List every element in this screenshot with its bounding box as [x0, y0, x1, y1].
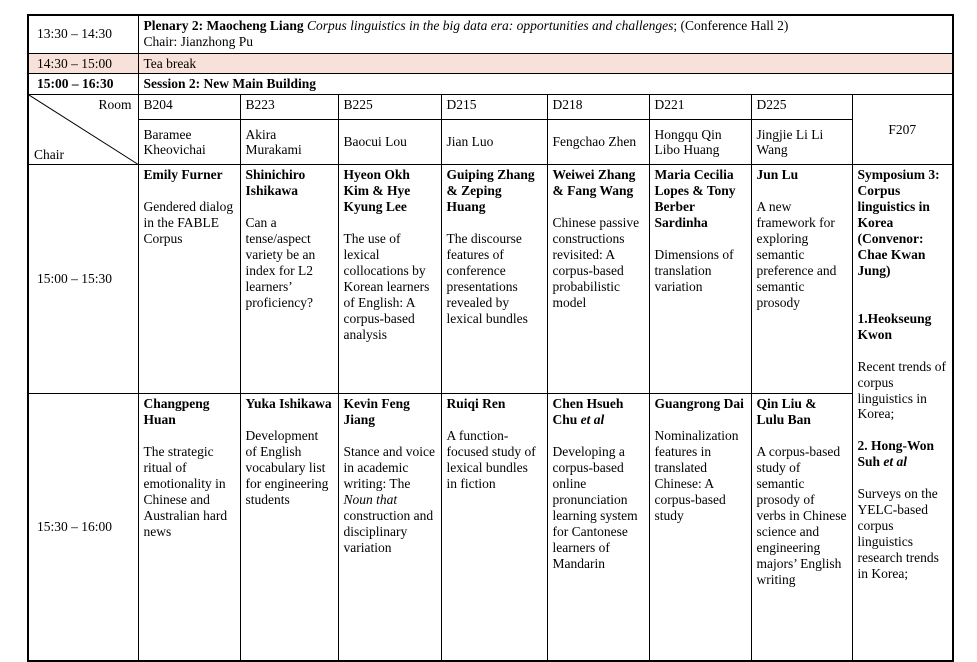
talk-speaker — [246, 396, 333, 412]
speaker-text: Shinichiro Ishikawa — [245, 167, 306, 199]
speaker-text: Jun Lu — [756, 167, 799, 183]
talk-cell-slot2-b223 — [240, 394, 338, 661]
room-b223: B223 — [240, 95, 338, 120]
talk-title — [553, 215, 644, 311]
speaker-text: Yuka Ishikawa — [245, 396, 332, 412]
talk-title — [144, 199, 235, 247]
slot1-row — [28, 165, 953, 394]
chair-header-label: Chair — [34, 146, 64, 162]
paragraph-gap — [858, 470, 948, 486]
title-text: Development of English vocabulary list for engineering students — [245, 428, 329, 508]
title-text: Developing a corpus-based online pronunciation learning system for Cantonese learners of Mandarin — [552, 444, 638, 571]
speaker-text: Kevin Feng Jiang — [343, 396, 410, 428]
paragraph-gap — [858, 279, 948, 311]
title-text: A corpus-based study of semantic prosody of verbs in Chinese science and engineering majors’ English writing — [756, 444, 847, 587]
session-time-cell: 15:00 – 16:30 — [28, 74, 138, 95]
chair-d215: Jian Luo — [441, 120, 547, 165]
talk-cell-slot1-d218 — [547, 165, 649, 394]
title-text: Dimensions of translation variation — [654, 247, 734, 294]
talk-title — [144, 444, 235, 540]
talk-title — [246, 428, 333, 508]
chair-row — [28, 120, 953, 165]
paragraph-gap — [858, 343, 948, 359]
session-row — [28, 74, 953, 95]
paragraph-gap — [858, 422, 948, 438]
talk-cell-slot2-d218 — [547, 394, 649, 661]
talk-cell-slot1-d225 — [751, 165, 852, 394]
speaker-text: Guangrong Dai — [654, 396, 744, 412]
conference-schedule-table — [27, 14, 954, 662]
speaker-text: Guiping Zhang & Zeping Huang — [446, 167, 535, 215]
slot1-time-cell: 15:00 – 15:30 — [28, 165, 138, 394]
talk-title — [344, 444, 436, 555]
plenary-venue: ; (Conference Hall 2) — [673, 18, 789, 33]
room-header-label: Room — [98, 97, 132, 113]
slot2-row — [28, 394, 953, 661]
slot2-time-cell: 15:30 – 16:00 — [28, 394, 138, 661]
title-text: A function-focused study of lexical bundles in fiction — [446, 428, 536, 492]
talk-cell-slot1-b223 — [240, 165, 338, 394]
symposium-speaker-2 — [858, 438, 948, 470]
room-header-row — [28, 95, 953, 120]
speaker-etal: et al — [883, 454, 908, 470]
symposium-title-2: Surveys on the YELC-based corpus linguistics research trends in Korea; — [857, 486, 939, 581]
speaker-text: Chen Hsueh Chu — [552, 396, 624, 428]
room-d218: D218 — [547, 95, 649, 120]
plenary-row — [28, 15, 953, 53]
speaker-text: Hyeon Okh Kim & Hye Kyung Lee — [343, 167, 411, 215]
plenary-chair: Chair: Jianzhong Pu — [143, 33, 253, 49]
talk-cell-slot1-b204 — [138, 165, 240, 394]
chair-d225: Jingjie Li Li Wang — [751, 120, 852, 165]
title-italic: Noun that — [343, 492, 398, 508]
paragraph-gap — [144, 428, 235, 444]
talk-title — [757, 444, 847, 587]
talk-title — [344, 231, 436, 342]
plenary-time-cell: 13:30 – 14:30 — [28, 15, 138, 53]
chair-d221: Hongqu Qin Libo Huang — [649, 120, 751, 165]
title-text: Can a tense/aspect variety be an index for L2 learners’ proficiency? — [245, 215, 316, 310]
title-text: Chinese passive constructions revisited: A corpus-based probabilistic model — [552, 215, 640, 310]
room-d221: D221 — [649, 95, 751, 120]
talk-cell-slot2-d221 — [649, 394, 751, 661]
symposium-cell-f207 — [852, 165, 953, 661]
paragraph-gap — [757, 428, 847, 444]
title-text: Nominalization features in translated Chinese: A corpus-based study — [654, 428, 739, 523]
speaker-text: Maria Cecilia Lopes & Tony Berber Sardinha — [654, 167, 736, 231]
schedule-page — [27, 14, 954, 662]
room-f207: F207 — [852, 95, 953, 165]
paragraph-gap — [344, 215, 436, 231]
talk-title — [655, 428, 746, 524]
talk-title — [447, 231, 542, 327]
talk-speaker — [553, 167, 644, 199]
tea-break-time-cell: 14:30 – 15:00 — [28, 53, 138, 74]
title-text: The use of lexical collocations by Korean learners of English: A corpus-based analysis — [343, 231, 430, 342]
speaker-text: 2. Hong-Won Suh — [857, 438, 935, 470]
room-b225: B225 — [338, 95, 441, 120]
room-chair-diagonal-cell — [28, 95, 138, 165]
chair-d218: Fengchao Zhen — [547, 120, 649, 165]
talk-title — [246, 215, 333, 311]
paragraph-gap — [344, 428, 436, 444]
tea-break-cell: Tea break — [138, 53, 953, 74]
talk-speaker — [447, 167, 542, 215]
talk-cell-slot1-b225 — [338, 165, 441, 394]
talk-speaker — [757, 167, 847, 183]
talk-cell-slot1-d221 — [649, 165, 751, 394]
title-text: Gendered dialog in the FABLE Corpus — [143, 199, 234, 247]
talk-speaker — [344, 396, 436, 428]
room-b204: B204 — [138, 95, 240, 120]
talk-cell-slot2-d215 — [441, 394, 547, 661]
speaker-text: Weiwei Zhang & Fang Wang — [552, 167, 636, 199]
chair-b225: Baocui Lou — [338, 120, 441, 165]
talk-cell-slot2-d225 — [751, 394, 852, 661]
talk-speaker — [447, 396, 542, 412]
paragraph-gap — [447, 412, 542, 428]
title-text: Stance and voice in academic writing: The — [343, 444, 435, 492]
title-text: The strategic ritual of emotionality in Chinese and Australian hard news — [143, 444, 228, 539]
talk-speaker — [553, 396, 644, 428]
speaker-text: Changpeng Huan — [143, 396, 210, 428]
session-title-cell: Session 2: New Main Building — [138, 74, 953, 95]
talk-cell-slot2-b225 — [338, 394, 441, 661]
symposium-title-1: Recent trends of corpus linguistics in Korea; — [857, 358, 946, 422]
talk-speaker — [246, 167, 333, 199]
room-d215: D215 — [441, 95, 547, 120]
talk-title — [447, 428, 542, 492]
talk-speaker — [655, 167, 746, 231]
talk-title — [757, 199, 847, 310]
talk-cell-slot2-b204 — [138, 394, 240, 661]
symposium-heading: Symposium 3: Corpus linguistics in Korea (Convenor: Chae Kwan Jung) — [857, 167, 940, 278]
title-text: A new framework for exploring semantic preference and semantic prosody — [756, 199, 837, 310]
talk-speaker — [144, 167, 235, 183]
tea-break-row — [28, 53, 953, 74]
talk-speaker — [655, 396, 746, 412]
title-rest: construction and disciplinary variation — [343, 507, 434, 555]
room-d225: D225 — [751, 95, 852, 120]
paragraph-gap — [757, 183, 847, 199]
talk-cell-slot1-d215 — [441, 165, 547, 394]
talk-speaker — [144, 396, 235, 428]
paragraph-gap — [246, 199, 333, 215]
paragraph-gap — [447, 215, 542, 231]
speaker-text: Ruiqi Ren — [446, 396, 506, 412]
chair-b223: Akira Murakami — [240, 120, 338, 165]
plenary-title: Plenary 2: Maocheng Liang — [143, 18, 307, 33]
talk-speaker — [757, 396, 847, 428]
speaker-etal: et al — [580, 412, 605, 428]
paragraph-gap — [246, 412, 333, 428]
paragraph-gap — [655, 412, 746, 428]
title-text: The discourse features of conference presentations revealed by lexical bundles — [446, 231, 528, 326]
talk-title — [655, 247, 746, 295]
chair-b204: Baramee Kheovichai — [138, 120, 240, 165]
paragraph-gap — [553, 428, 644, 444]
paragraph-gap — [144, 183, 235, 199]
paragraph-gap — [553, 199, 644, 215]
symposium-speaker-1: 1.Heokseung Kwon — [857, 310, 932, 342]
plenary-cell — [138, 15, 953, 53]
plenary-topic: Corpus linguistics in the big data era: opportunities and challenges — [307, 18, 674, 33]
talk-speaker — [344, 167, 436, 215]
paragraph-gap — [655, 231, 746, 247]
talk-title — [553, 444, 644, 571]
speaker-text: Qin Liu & Lulu Ban — [756, 396, 817, 428]
speaker-text: Emily Furner — [143, 167, 223, 183]
